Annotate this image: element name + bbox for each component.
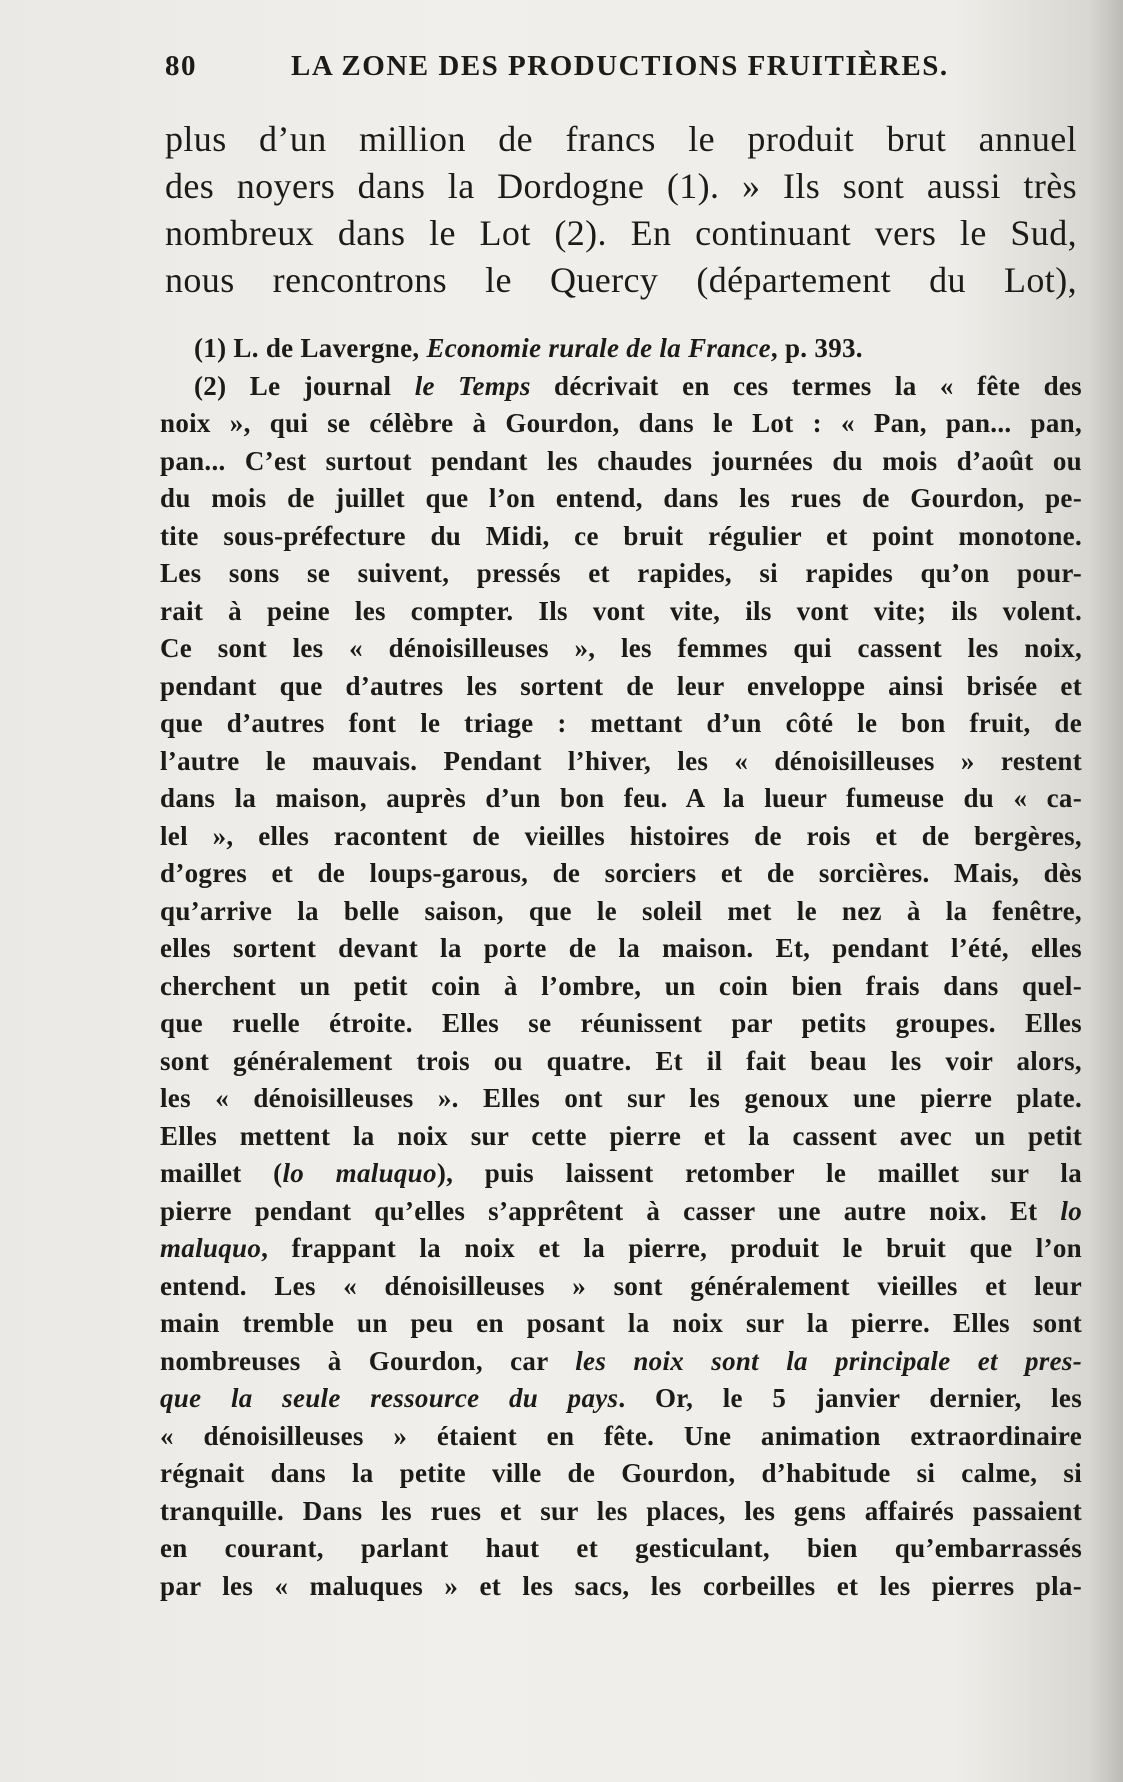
running-title: LA ZONE DES PRODUCTIONS FRUITIÈRES.	[291, 50, 949, 82]
pierre-term: lo	[1060, 1195, 1082, 1226]
footnote-2-line: tranquille. Dans les rues et sur les places, les gens affairés passaient	[160, 1495, 1082, 1526]
maluquo-suffix: , frappant la noix et la pierre, produit le bruit que l’on	[261, 1233, 1082, 1263]
footnote-1-prefix: (1) L. de Lavergne,	[194, 333, 427, 363]
footnote-2-line: Elles mettent la noix sur cette pierre et la cassent avec un petit	[160, 1120, 1082, 1151]
footnote-2-line: sont généralement trois ou quatre. Et il fait beau les voir alors,	[160, 1045, 1082, 1076]
footnote-2-line	[160, 1193, 1082, 1231]
footnote-2-line: l’autre le mauvais. Pendant l’hiver, les « dénoisilleuses » restent	[160, 745, 1082, 776]
footnote-2-line: « dénoisilleuses » étaient en fête. Une animation extraordinaire	[160, 1420, 1082, 1451]
footnote-1-book-title: Economie rurale de la France	[426, 333, 771, 363]
maillet-suffix: ), puis laissent retomber le maillet sur la	[436, 1158, 1082, 1188]
footnote-2-line: pendant que d’autres les sortent de leur enveloppe ainsi brisée et	[160, 670, 1082, 701]
footnote-2-line	[160, 1230, 1082, 1268]
footnote-2-line: entend. Les « dénoisilleuses » sont généralement vieilles et leur	[160, 1270, 1082, 1301]
maillet-term: lo maluquo	[282, 1158, 437, 1188]
maillet-prefix: maillet (	[160, 1158, 283, 1188]
footnote-2-line: en courant, parlant haut et gesticulant, bien qu’embarrassés	[160, 1533, 1082, 1563]
footnote-2-line: cherchent un petit coin à l’ombre, un coin bien frais dans quel-	[160, 970, 1082, 1001]
footnote-2-line: d’ogres et de loups-garous, de sorciers et de sorcières. Mais, dès	[160, 858, 1082, 888]
footnote-2-line: qu’arrive la belle saison, que le soleil met le nez à la fenêtre,	[160, 895, 1082, 926]
footnote-2-line: par les « maluques » et les sacs, les corbeilles et les pierres pla-	[160, 1570, 1082, 1601]
footnote-2-line: elles sortent devant la porte de la maison. Et, pendant l’été, elles	[160, 933, 1082, 963]
que-la-suffix: . Or, le 5 janvier dernier, les	[618, 1383, 1083, 1413]
footnote-2-line	[160, 1343, 1082, 1381]
footnote-2-line: que d’autres font le triage : mettant d’un côté le bon fruit, de	[160, 708, 1082, 738]
footnote-2-line: Les sons se suivent, pressés et rapides, si rapides qu’on pour-	[160, 558, 1082, 588]
nombreuses-prefix: nombreuses à Gourdon, car	[160, 1345, 576, 1376]
footnote-2-line: lel », elles racontent de vieilles histoires de rois et de bergères,	[160, 820, 1082, 851]
footnote-2-journal-title: le Temps	[414, 370, 531, 401]
body-line: nombreux dans le Lot (2). En continuant vers le Sud,	[165, 213, 1077, 253]
footnote-1-suffix: , p. 393.	[770, 333, 863, 363]
pierre-prefix: pierre pendant qu’elles s’apprêtent à casser une autre noix. Et	[160, 1195, 1061, 1226]
body-line: des noyers dans la Dordogne (1). » Ils sont aussi très	[165, 166, 1077, 206]
footnote-2-line: rait à peine les compter. Ils vont vite, ils vont vite; ils volent.	[160, 595, 1082, 626]
body-paragraph	[165, 116, 1077, 304]
footnote-2-suffix: décrivait en ces termes la « fête des	[530, 370, 1082, 401]
footnote-2-line	[160, 1155, 1082, 1193]
body-line: plus d’un million de francs le produit brut annuel	[165, 119, 1077, 159]
que-la-italic: que la seule ressource du pays	[160, 1383, 619, 1413]
body-line: nous rencontrons le Quercy (département du Lot),	[165, 260, 1077, 300]
footnote-2-line: main tremble un peu en posant la noix sur la pierre. Elles sont	[160, 1308, 1082, 1338]
footnote-1	[160, 330, 1082, 368]
footnote-2-line	[160, 368, 1082, 406]
footnote-2-line: régnait dans la petite ville de Gourdon, d’habitude si calme, si	[160, 1458, 1082, 1488]
footnotes	[160, 330, 1082, 1605]
page-number: 80	[165, 50, 197, 82]
footnote-2-line: dans la maison, auprès d’un bon feu. A la lueur fumeuse du « ca-	[160, 783, 1082, 813]
footnote-2-line: Ce sont les « dénoisilleuses », les femmes qui cassent les noix,	[160, 633, 1082, 663]
footnote-2-line: les « dénoisilleuses ». Elles ont sur les genoux une pierre plate.	[160, 1083, 1082, 1113]
running-head	[165, 50, 965, 90]
footnote-2-line: noix », qui se célèbre à Gourdon, dans le Lot : « Pan, pan... pan,	[160, 408, 1082, 438]
footnote-2-line: du mois de juillet que l’on entend, dans les rues de Gourdon, pe-	[160, 483, 1082, 513]
nombreuses-italic: les noix sont la principale et pres-	[575, 1345, 1082, 1376]
footnote-2-line: tite sous-préfecture du Midi, ce bruit régulier et point monotone.	[160, 520, 1082, 551]
maluquo-term: maluquo	[160, 1233, 262, 1263]
footnote-2-line	[160, 1380, 1082, 1418]
footnote-2-line: que ruelle étroite. Elles se réunissent par petits groupes. Elles	[160, 1008, 1082, 1038]
footnote-2-line: pan... C’est surtout pendant les chaudes journées du mois d’août ou	[160, 445, 1082, 476]
footnote-2-prefix: (2) Le journal	[194, 370, 415, 401]
